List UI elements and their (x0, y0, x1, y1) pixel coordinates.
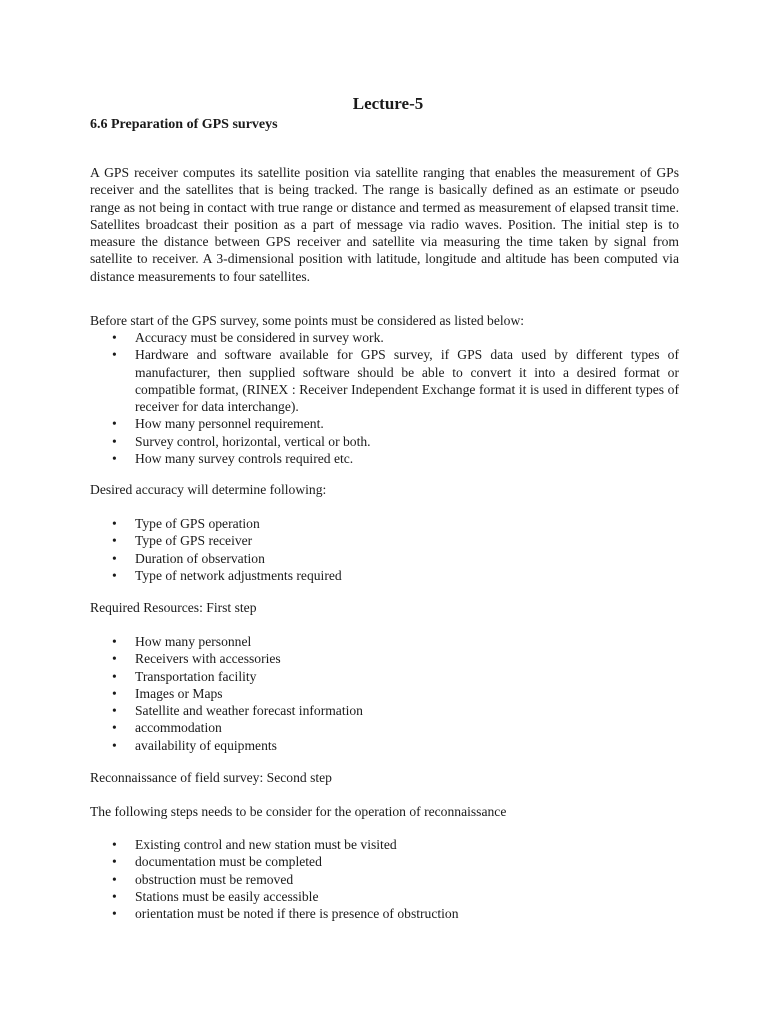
list-item: • accommodation (112, 720, 222, 736)
bullet-icon: • (112, 685, 117, 701)
bullet-icon: • (112, 737, 117, 753)
list-item: • Duration of observation (112, 550, 265, 566)
considerations-list (0, 329, 679, 467)
list-item: • availability of equipments (112, 737, 277, 753)
considerations-lead: Before start of the GPS survey, some points must be considered as listed below: (90, 313, 525, 328)
bullet-icon: • (112, 837, 117, 852)
bullet-icon: • (112, 871, 117, 887)
list-item: • Receivers with accessories (112, 651, 281, 667)
list-item: • How many personnel requirement. (112, 416, 324, 432)
reconnaissance-list (0, 836, 679, 922)
bullet-icon: • (112, 703, 117, 719)
bullet-icon: • (112, 906, 117, 922)
list-item: • How many survey controls required etc. (112, 451, 354, 467)
bullet-icon: • (112, 330, 117, 345)
bullet-icon: • (112, 854, 117, 870)
bullet-icon: • (112, 888, 117, 904)
list-item: • Existing control and new station must be visited (112, 837, 397, 852)
bullet-icon: • (112, 516, 117, 531)
list-item: • Survey control, horizontal, vertical or both. (112, 433, 371, 449)
list-item: • Transportation facility (112, 668, 257, 684)
list-item: • Type of GPS operation (112, 516, 260, 531)
list-item: • Hardware and software available for GPS survey, if GPS data used by different types of manufacturer, then supplied software should be able to convert it into a desired format or compatible format, (RINEX : Receiver Independent Exchange format it is used in different types of receiver for data interchange). (112, 347, 679, 415)
accuracy-lead: Desired accuracy will determine following: (90, 482, 327, 497)
bullet-icon: • (112, 550, 117, 566)
list-item: • Accuracy must be considered in survey work. (112, 330, 384, 345)
bullet-icon: • (112, 347, 117, 363)
bullet-icon: • (112, 533, 117, 549)
reconnaissance-lead: Reconnaissance of field survey: Second step (90, 770, 332, 785)
bullet-icon: • (112, 634, 117, 649)
bullet-icon: • (112, 433, 117, 449)
list-item: • Type of network adjustments required (112, 567, 342, 583)
bullet-icon: • (112, 720, 117, 736)
list-item: • orientation must be noted if there is presence of obstruction (112, 906, 459, 922)
resources-list (0, 633, 679, 754)
section-heading: 6.6 Preparation of GPS surveys (90, 117, 278, 132)
list-item: • How many personnel (112, 634, 252, 649)
bullet-icon: • (112, 668, 117, 684)
list-item: • Satellite and weather forecast information (112, 703, 363, 719)
list-item: • obstruction must be removed (112, 871, 294, 887)
list-item: • Stations must be easily accessible (112, 888, 319, 904)
bullet-icon: • (112, 416, 117, 432)
list-item: • Type of GPS receiver (112, 533, 253, 549)
resources-lead: Required Resources: First step (90, 600, 257, 615)
lecture-title: Lecture-5 (352, 94, 424, 113)
reconnaissance-lead-2: The following steps needs to be consider for the operation of reconnaissance (90, 804, 507, 819)
accuracy-list (0, 515, 679, 584)
intro-paragraph: A GPS receiver computes its satellite position via satellite ranging that enables the measurement of GPs receiver and the satellites that is being tracked. The range is basically defined as an estimate or pseudo range as not being in contact with true range or distance and termed as measurement of elapsed transit time. Satellites broadcast their position as a part of message via radio waves. Position. The initial step is to measure the distance between GPS receiver and satellite via measuring the time taken by signal from satellite to receiver. A 3-dimensional position with latitude, longitude and altitude has been computed via distance measurements to four satellites. (90, 165, 679, 284)
bullet-icon: • (112, 651, 117, 667)
bullet-icon: • (112, 451, 117, 467)
bullet-icon: • (112, 567, 117, 583)
list-item: • documentation must be completed (112, 854, 322, 870)
list-item: • Images or Maps (112, 685, 223, 701)
